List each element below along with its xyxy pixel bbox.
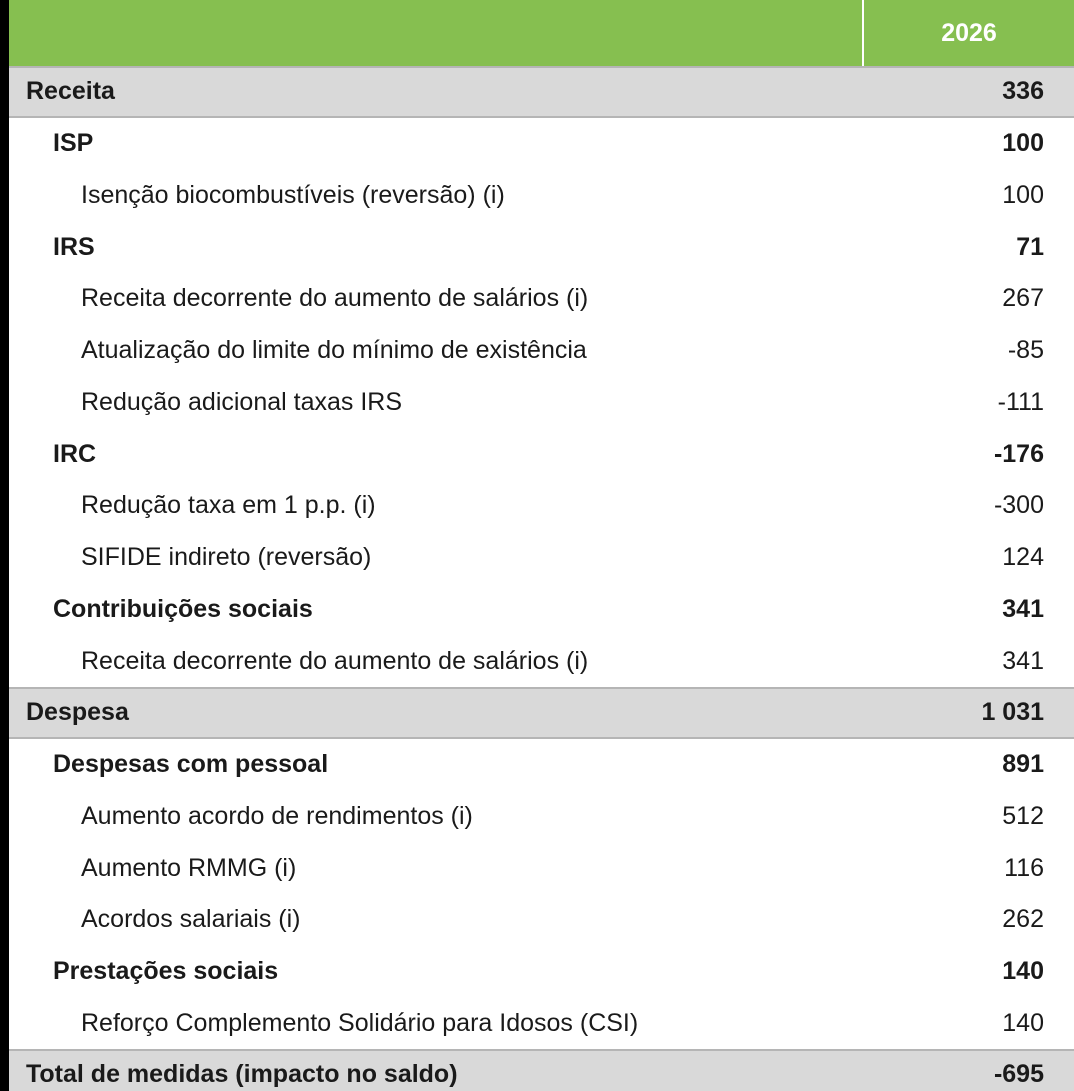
- year-column-header: 2026: [862, 0, 1074, 66]
- row-value: 336: [1002, 77, 1044, 106]
- table-header-row: [9, 0, 1074, 66]
- total-row: [9, 1049, 1074, 1091]
- group-row-irc: [9, 428, 1074, 480]
- row-label: Despesas com pessoal: [53, 750, 329, 779]
- row-value: 1 031: [981, 698, 1044, 727]
- document-page: [9, 0, 1074, 1091]
- row-value: 262: [1002, 905, 1044, 934]
- row-value: 140: [1002, 1008, 1044, 1037]
- row-label: Receita: [26, 77, 115, 106]
- total-value: -695: [993, 1059, 1044, 1088]
- row-label: Receita decorrente do aumento de salários (i): [81, 646, 589, 675]
- row-label: Isenção biocombustíveis (reversão) (i): [81, 180, 505, 209]
- table-row: [9, 532, 1074, 584]
- measures-table: [9, 0, 1074, 1091]
- row-value: 341: [1002, 646, 1044, 675]
- table-row: [9, 170, 1074, 222]
- row-label: Aumento RMMG (i): [81, 853, 297, 882]
- group-row-isp: [9, 118, 1074, 170]
- row-label: Receita decorrente do aumento de salários (i): [81, 284, 589, 313]
- row-value: 267: [1002, 284, 1044, 313]
- table-row: [9, 377, 1074, 429]
- row-value: 116: [1004, 853, 1044, 882]
- group-row-irs: [9, 221, 1074, 273]
- row-label: IRS: [53, 232, 95, 261]
- row-label: Contribuições sociais: [53, 594, 313, 623]
- group-row-contribuicoes-sociais: [9, 584, 1074, 636]
- row-label: Redução taxa em 1 p.p. (i): [81, 491, 376, 520]
- table-row: [9, 842, 1074, 894]
- row-label: Atualização do limite do mínimo de existência: [81, 336, 587, 365]
- table-row: [9, 273, 1074, 325]
- row-value: 100: [1002, 180, 1044, 209]
- group-row-despesas-com-pessoal: [9, 739, 1074, 791]
- section-row-despesa: [9, 687, 1074, 739]
- table-row: [9, 791, 1074, 843]
- table-row: [9, 635, 1074, 687]
- row-label: IRC: [53, 439, 97, 468]
- row-value: -176: [993, 439, 1044, 468]
- row-label: ISP: [53, 129, 94, 158]
- table-row: [9, 480, 1074, 532]
- row-label: SIFIDE indireto (reversão): [81, 543, 372, 572]
- row-label: Despesa: [26, 698, 129, 727]
- row-label: Acordos salariais (i): [81, 905, 301, 934]
- table-row: [9, 325, 1074, 377]
- row-value: 512: [1002, 801, 1044, 830]
- table-row: [9, 998, 1074, 1050]
- row-label: Reforço Complemento Solidário para Idosos (CSI): [81, 1008, 639, 1037]
- row-value: 891: [1002, 750, 1044, 779]
- table-row: [9, 894, 1074, 946]
- row-value: 100: [1002, 129, 1044, 158]
- row-value: 341: [1002, 594, 1044, 623]
- row-value: 124: [1002, 543, 1044, 572]
- row-label: Prestações sociais: [53, 957, 279, 986]
- group-row-prestacoes-sociais: [9, 946, 1074, 998]
- row-value: -111: [997, 387, 1044, 416]
- section-row-receita: [9, 66, 1074, 118]
- row-value: 140: [1002, 957, 1044, 986]
- total-label: Total de medidas (impacto no saldo): [26, 1059, 458, 1088]
- row-value: -300: [993, 491, 1044, 520]
- row-value: -85: [1007, 336, 1044, 365]
- row-label: Aumento acordo de rendimentos (i): [81, 801, 473, 830]
- row-value: 71: [1016, 232, 1044, 261]
- row-label: Redução adicional taxas IRS: [81, 387, 403, 416]
